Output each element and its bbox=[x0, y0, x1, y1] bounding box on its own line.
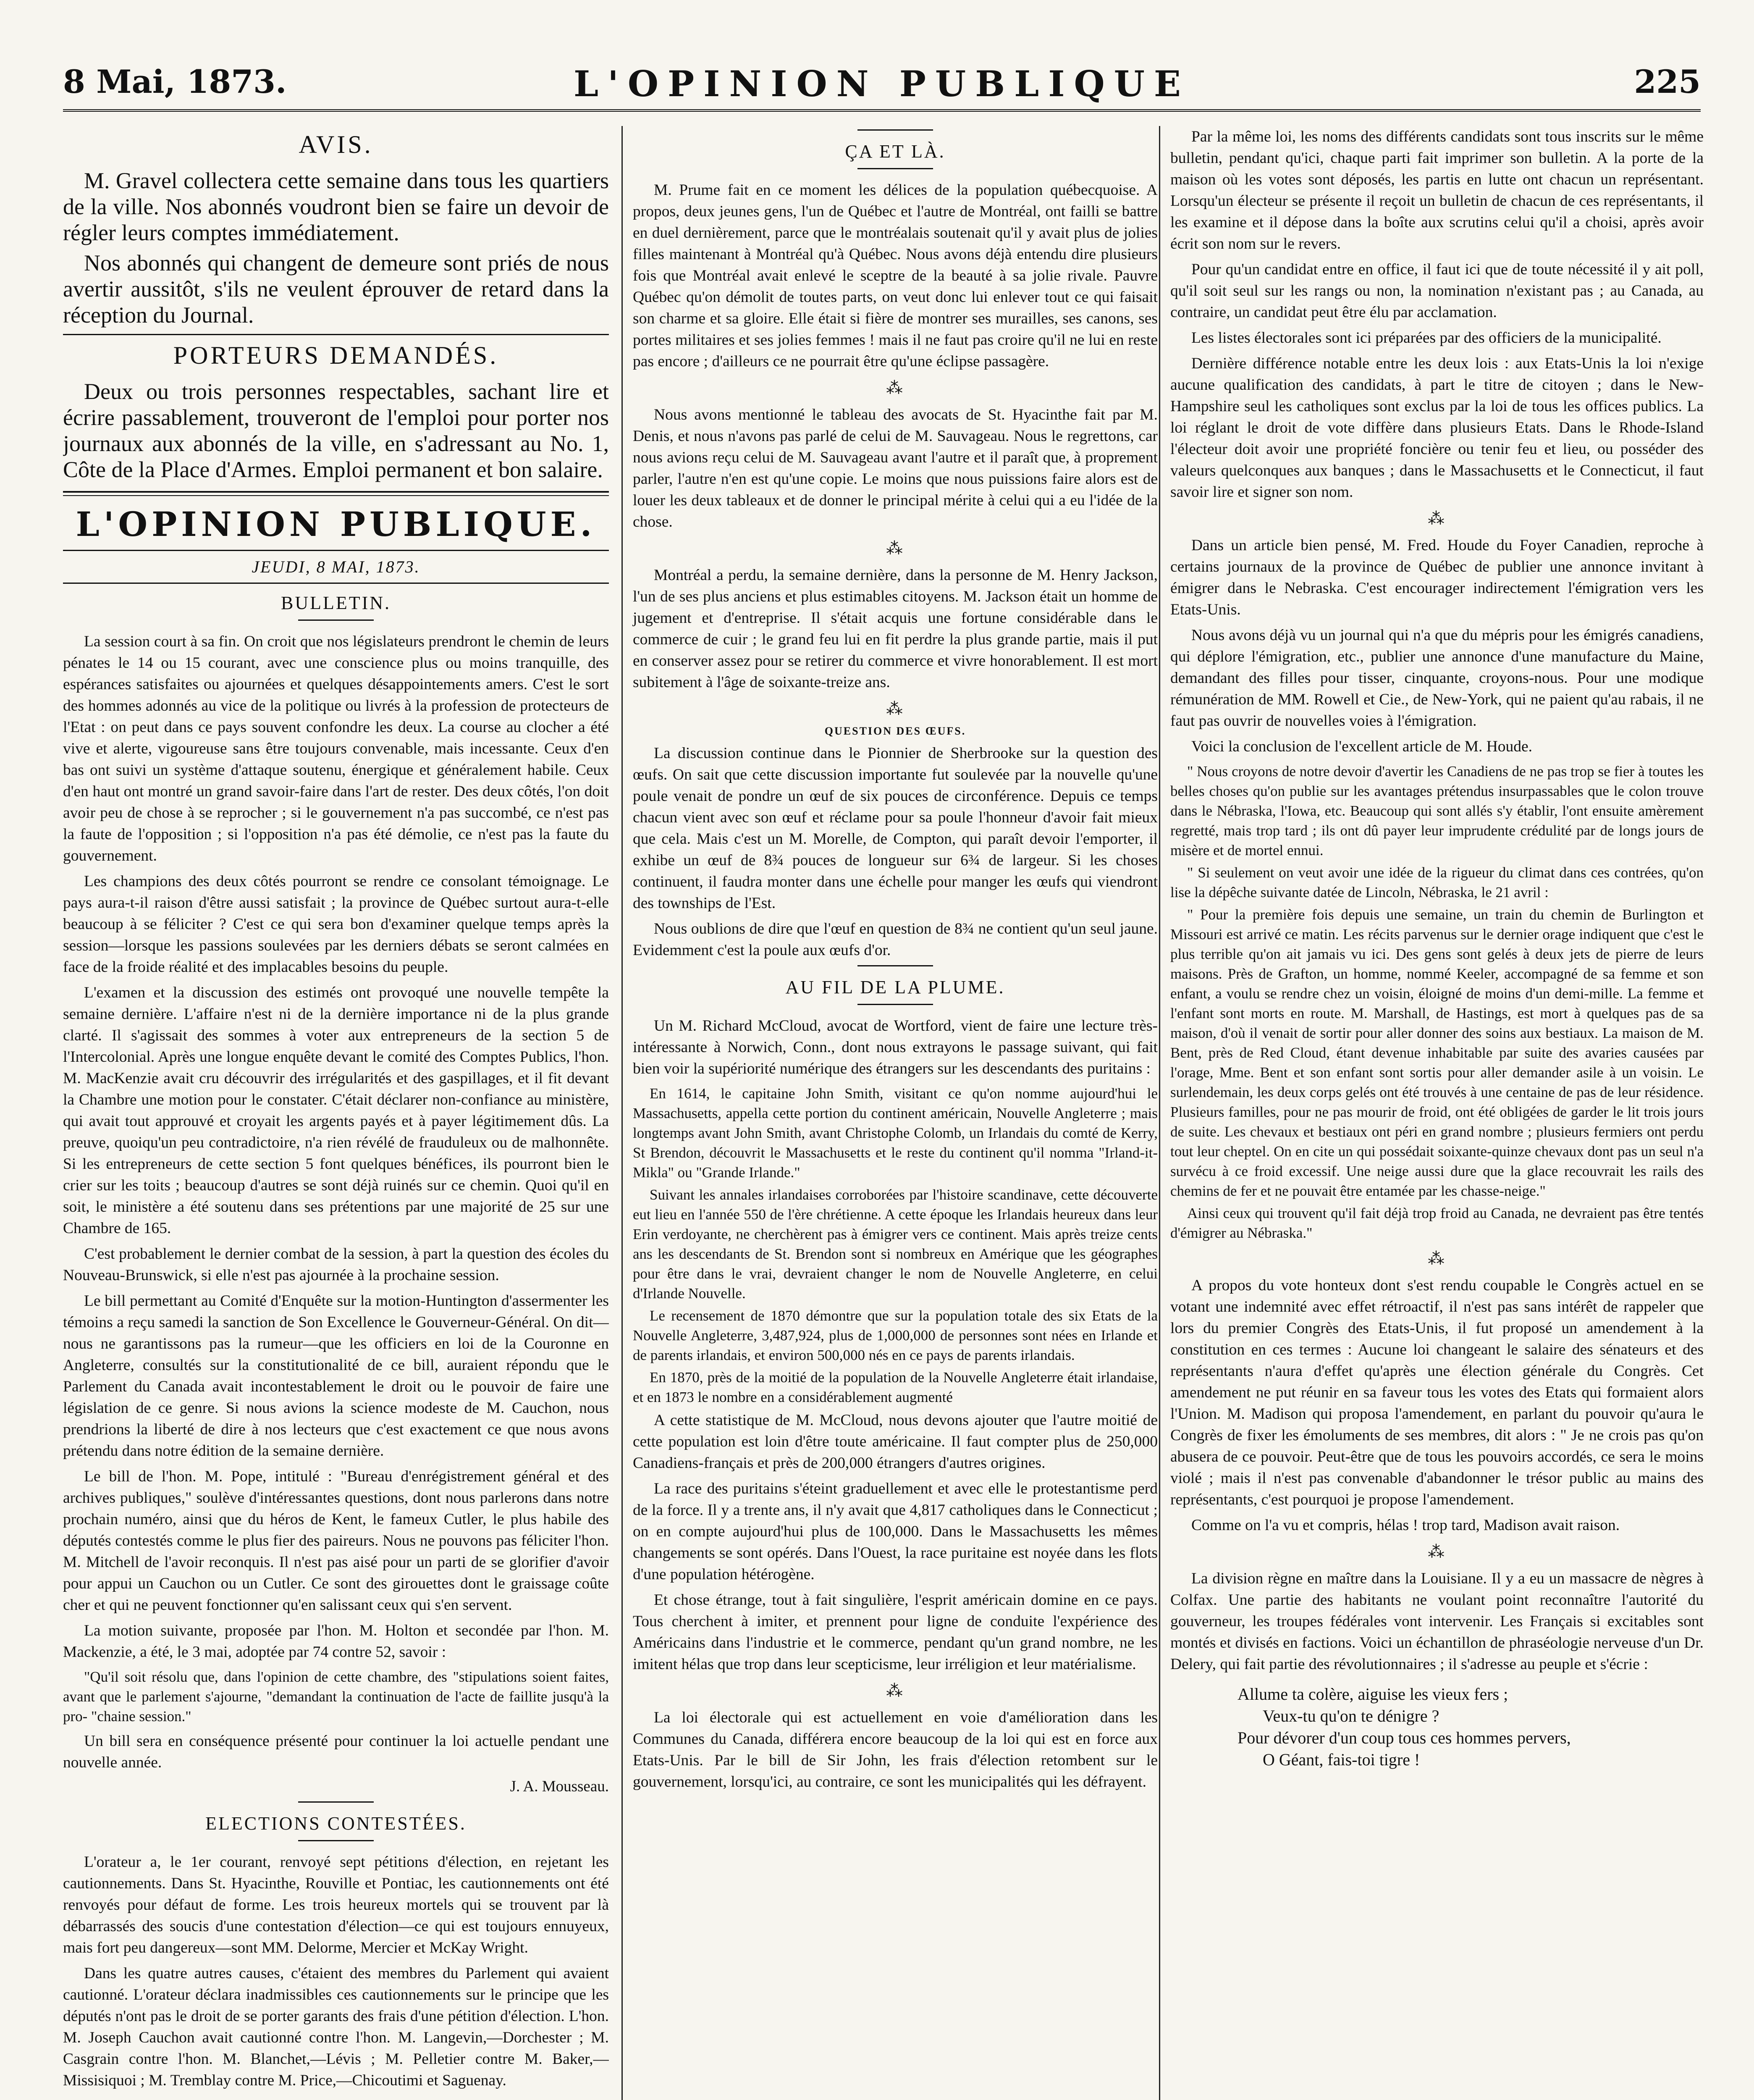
avis-title: AVIS. bbox=[299, 131, 373, 158]
bulletin-paragraph: L'examen et la discussion des estimés ont provoqué une nouvelle tempête la semaine dernière. L'affaire n'est ni de la dernière importance ni de la plus grande clarté. Il s'agissait des sommes à voter aux entrepreneurs de la section 5 de l'Intercolonial. Après une longue enquête devant le comité des Comptes Publics, l'hon. M. MacKenzie avait cru découvrir des irrégularités et des gaspillages, et il fit devant la Chambre une motion pour le constater. C'était déclarer non-confiance au ministère, qui avait tout approuvé et croyait les argents payés et à payer légitimement dûs. La preuve, quoiqu'un peu contradictoire, n'a rien révélé de frauduleux ou de malhonnête. Si les entrepreneurs de cette section 5 font quelques bénéfices, ils pourront bien le crier sur les toits ; beaucoup d'autres se sont déjà ruinés sur ce chemin. Quoi qu'il en soit, le ministère a été soutenu dans ses prétentions par une majorité de 25 sur une Chambre de 165. bbox=[63, 984, 609, 1237]
congres-paragraph: Comme on l'a vu et compris, hélas ! trop tard, Madison avait raison. bbox=[1191, 1517, 1620, 1534]
divider bbox=[63, 550, 609, 551]
fil-paragraph: La race des puritains s'éteint graduellement et avec elle le protestantisme perd de la force. Il y a trente ans, il n'y avait que 4,817 catholiques dans le Connecticut ; on en compte aujourd'hui plus de 100,000. Dans le Massachusetts les mêmes changements se sont opérés. Dans l'Ouest, la race puritaine est noyée dans les flots d'une population hétérogène. bbox=[633, 1480, 1158, 1583]
porteurs-title: PORTEURS DEMANDÉS. bbox=[173, 341, 499, 369]
quote-paragraph: En 1870, près de la moitié de la population de la Nouvelle Angleterre était irlandaise, et en 1873 le nombre en a considérablement augmenté bbox=[633, 1369, 1158, 1405]
ca-et-la-paragraph: Nous avons mentionné le tableau des avocats de St. Hyacinthe fait par M. Denis, et nous n'avons pas parlé de celui de M. Sauvageau. Nous le regrettons, car nous avions reçu celui de M. Sauvageau avant l'autre et il paraît que, à proprement parler, l'autre n'en est qu'une copie. Le moins que nous puissions faire alors est de louer les deux tableaux et de donner le principal mérite à celui qui a eu l'idée de la chose. bbox=[633, 406, 1158, 530]
fil-paragraph: La loi électorale qui est actuellement en voie d'amélioration dans les Communes du Canada, différera encore beaucoup de la loi qui est en force aux Etats-Unis. Par le bill de Sir John, les frais d'élection retombent sur le gouvernement, lorsqu'ici, au contraire, ce sont les municipalités qui les défrayent. bbox=[633, 1709, 1158, 1790]
ca-et-la-paragraph: M. Prume fait en ce moment les délices de la population québecquoise. A propos, deux jeunes gens, l'un de Québec et l'autre de Montréal, ont failli se battre en duel dernièrement, parce que le montréalais soutenait qu'il y avait plus de jolies filles maintenant à Montréal qu'à Québec. Nous avons déjà entendu dire plusieurs fois que Montréal avait enlevé le sceptre de la beauté à sa jolie rivale. Pauvre Québec qu'on démolit de toutes parts, on veut donc lui enlever tout ce qui faisait son charme et sa gloire. Elle était si fière de montrer ses murailles, ses canons, ses portes militaires et ses jolies femmes ! mais il ne faut pas croire qu'il ne lui en reste pas encore ; d'ailleurs ce ne pourrait être qu'une éclipse passagère. bbox=[633, 181, 1158, 370]
bulletin-resolution: "Qu'il soit résolu que, dans l'opinion de cette chambre, des "stipulations soient faites, avant que le parlement s'ajourne, "demandant la continuation de l'acte de faillite jusqu'à la pro- "chaine session." bbox=[63, 1669, 609, 1725]
porteurs-paragraph: Deux ou trois personnes respectables, sachant lire et écrire passablement, trouveront de l'emploi pour porter nos journaux aux abonnés de la ville, en s'adressant au No. 1, Côte de la Place d'Armes. Emploi permanent et bon salaire. bbox=[63, 379, 609, 482]
divider bbox=[298, 620, 374, 621]
issue-date: 8 Mai, 1873. bbox=[63, 63, 287, 100]
elections-title: ELECTIONS CONTESTÉES. bbox=[205, 1813, 467, 1834]
houde-paragraph: Nous avons déjà vu un journal qui n'a que du mépris pour les émigrés canadiens, qui déplore l'émigration, etc., publier une annonce d'une manufacture du Maine, demandant des filles pour tisser, cinquante, croyons-nous. Pour une modique rémunération de MM. Rowell et Cie., de New-York, qui ne paient qu'au rabais, il ne faut pas ouvrir de nouvelles voies à l'émigration. bbox=[1170, 627, 1704, 730]
page-number: 225 bbox=[1634, 63, 1701, 100]
bulletin-paragraph: La motion suivante, proposée par l'hon. M. Holton et secondée par l'hon. M. Mackenzie, a été, le 3 mai, adoptée par 74 contre 52, savoir : bbox=[63, 1622, 609, 1661]
elections-paragraph: Dans les quatre autres causes, c'étaient des membres du Parlement qui avaient cautionné. L'orateur déclara inadmissibles ces cautionnements sur le principe que les députés n'ont pas le droit de se porter garants des frais d'une pétition d'élection. L'hon. M. Joseph Cauchon avait cautionné contre l'hon. M. Langevin,—Dorchester ; M. Casgrain contre l'hon. M. Blanchet,—Lévis ; M. Pelletier contre M. Baker,—Missisiquoi ; M. Tremblay contre M. Price,—Chicoutimi et Saguenay. bbox=[63, 1965, 609, 2089]
asterism: ⁂ bbox=[886, 539, 905, 558]
fil-paragraph: Et chose étrange, tout à fait singulière, l'esprit américain domine en ce pays. Tous cherchent à imiter, et prennent pour ligne de conduite l'expérience des Américains dans l'industrie et le commerce, pendant qu'un grand nombre, ne les imitent hélas que trop dans leur scepticisme, leur irréligion et leur matérialisme. bbox=[633, 1591, 1158, 1673]
bulletin-paragraph: La session court à sa fin. On croit que nos législateurs prendront le chemin de leurs pénates le 14 ou 15 courant, avec une conscience plus ou moins tranquille, des espérances satisfaites ou ajournées et quelques désappointements amers. C'est le sort des hommes adonnés au vice de la politique ou livrés à la profession de protecteurs de l'Etat : on peut dans ce pays souvent confondre les deux. La course au clocher a été vive et alerte, vigoureuse sans être toujours convenable, mais incessante. Ceux d'en bas ont suivi un système d'attaque soutenu, énergique et généralement habile. Ceux d'en haut ont montré un grand savoir-faire dans l'art de rester. Des deux côtés, l'on doit avoir peu de chose à se reprocher ; si le gouvernement n'a pas succombé, ce n'est pas la faute de l'opposition ; si l'opposition n'a pas été démolie, ce n'est pas la faute du gouvernement. bbox=[63, 633, 609, 864]
quote-paragraph: Le recensement de 1870 démontre que sur la population totale des six Etats de la Nouvelle Angleterre, 3,487,924, plus de 1,000,000 de personnes sont nées en Irlande et de parents irlandais, et environ 500,000 nés en ce pays de parents irlandais. bbox=[633, 1307, 1158, 1363]
column-3 bbox=[1159, 126, 1704, 2100]
asterism: ⁂ bbox=[886, 699, 905, 718]
quote-paragraph: " Si seulement on veut avoir une idée de la rigueur du climat dans ces contrées, qu'on lise la dépêche suivante datée de Lincoln, Nébraska, le 21 avril : bbox=[1170, 864, 1704, 900]
bulletin-paragraph: Le bill de l'hon. M. Pope, intitulé : "Bureau d'enrégistrement général et des archives publiques," soulève d'intéressantes questions, dont nous parlerons dans notre prochain numéro, ainsi que du héros de Kent, le fameux Cutler, le plus habile des députés contestés comme le plus fier des paireurs. Nous ne pouvons pas féliciter l'hon. M. Mitchell de l'avoir reconquis. Il n'est pas aisé pour un parti de se glorifier d'avoir pour appui un Cauchon ou un Cutler. Ce sont des girouettes dont le graissage coûte cher et qui ne peuvent fonctionner qu'en salissant ceux qui s'en servent. bbox=[63, 1468, 609, 1614]
divider bbox=[63, 334, 609, 335]
fil-paragraph: Les listes électorales sont ici préparées par des officiers de la municipalité. bbox=[1191, 329, 1662, 346]
asterism: ⁂ bbox=[886, 1681, 905, 1700]
divider bbox=[298, 1840, 374, 1841]
bulletin-paragraph: C'est probablement le dernier combat de la session, à part la question des écoles du Nouveau-Brunswick, si elle n'est pas ajournée à la prochaine session. bbox=[63, 1245, 609, 1284]
fil-paragraph: Par la même loi, les noms des différents candidats sont tous inscrits sur le même bulletin, pendant qu'ici, chaque parti fait imprimer son bulletin. A la porte de la maison où les votes sont déposés, les partis en lutte ont chacun un représentant. Lorsqu'un électeur se présente il reçoit un bulletin de chacun de ces représentants, il les examine et il dépose dans la boîte aux scrutins celui qu'il a choisi, après avoir écrit son nom sur le revers. bbox=[1170, 128, 1704, 252]
poem-line: O Géant, fais-toi tigre ! bbox=[1263, 1750, 1420, 1769]
divider bbox=[298, 1801, 374, 1803]
masthead: L'OPINION PUBLIQUE. bbox=[76, 504, 596, 544]
divider bbox=[63, 491, 609, 496]
divider bbox=[63, 583, 609, 584]
quote-paragraph: Ainsi ceux qui trouvent qu'il fait déjà trop froid au Canada, ne devraient pas être tentés d'émigrer au Nébraska." bbox=[1170, 1205, 1704, 1241]
ca-et-la-paragraph: Montréal a perdu, la semaine dernière, dans la personne de M. Henry Jackson, l'un de ses plus anciens et plus estimables citoyens. M. Jackson était un homme de jugement et d'entreprise. Il s'était acquis une fortune considérable dans le commerce de cuir ; le grand feu lui en fit perdre la plus grande partie, mais il put en conserver assez pour se retirer du commerce et vivre honorablement. Il est mort subitement à l'âge de soixante-treize ans. bbox=[633, 567, 1158, 691]
ca-et-la-title: ÇA ET LÀ. bbox=[845, 141, 946, 162]
oeufs-title: QUESTION DES ŒUFS. bbox=[824, 725, 966, 737]
bulletin-paragraph: Les champions des deux côtés pourront se rendre ce consolant témoignage. Le pays aura-t-il raison d'être aussi satisfait ; la province de Québec surtout aura-t-elle beaucoup à se féliciter ? C'est ce qui sera bon d'examiner quelque temps après la session—lorsque les passions soulevées par les derniers débats se seront calmées en face de la froide réalité et des implacables besoins du peuple. bbox=[63, 873, 609, 976]
divider bbox=[857, 965, 933, 966]
dateline: JEUDI, 8 MAI, 1873. bbox=[252, 557, 420, 576]
avis-paragraph: Nos abonnés qui changent de demeure sont priés de nous avertir aussitôt, s'ils ne veulent éprouver de retard dans la réception du Journal. bbox=[63, 250, 609, 328]
quote-paragraph: En 1614, le capitaine John Smith, visitant ce qu'on nomme aujourd'hui le Massachusetts, appella cette portion du continent américain, Nouvelle Angleterre ; mais longtemps avant John Smith, avant Christophe Colomb, un Irlandais du comté de Kerry, St Brendon, découvrit le Massachusetts et le reste du continent qu'il nomma "Irland-it-Mikla" ou "Grande Irlande." bbox=[633, 1085, 1158, 1181]
louisiane-paragraph: La division règne en maître dans la Louisiane. Il y a eu un massacre de nègres à Colfax. Une partie des habitants ne voulant point reconnaître l'autorité du gouverneur, les troupes fédérales vont intervenir. Les Français si excitables sont montés et divisés en factions. Voici un échantillon de phraséologie nerveuse d'un Dr. Delery, qui fait partie des révolutionnaires ; il s'adresse au peuple et s'écrie : bbox=[1170, 1570, 1704, 1673]
bulletin-title: BULLETIN. bbox=[281, 593, 391, 613]
bulletin-signature: J. A. Mousseau. bbox=[510, 1778, 609, 1795]
divider bbox=[857, 1004, 933, 1005]
fil-paragraph: A cette statistique de M. McCloud, nous devons ajouter que l'autre moitié de cette population est loin d'être toute américaine. Il faut compter plus de 250,000 Canadiens-français et près de 200,000 étrangers d'autres origines. bbox=[633, 1412, 1158, 1472]
running-header bbox=[63, 59, 1701, 112]
fil-paragraph: Un M. Richard McCloud, avocat de Wortford, vient de faire une lecture très-intéressante à Norwich, Conn., dont nous extrayons le passage suivant, qui fait bien voir la supériorité numérique des étrangers sur les descendants des puritains : bbox=[633, 1017, 1158, 1077]
avis-paragraph: M. Gravel collectera cette semaine dans tous les quartiers de la ville. Nos abonnés voudront bien se faire un devoir de régler leurs comptes immédiatement. bbox=[63, 168, 609, 245]
journal-title: L'OPINION PUBLIQUE bbox=[574, 63, 1190, 105]
congres-paragraph: A propos du vote honteux dont s'est rendu coupable le Congrès actuel en se votant une indemnité avec effet rétroactif, il n'est pas sans intérêt de rappeler que lors du premier Congrès des Etats-Unis, il fut proposé un amendement à la constitution en ces termes : Aucune loi changeant le salaire des sénateurs et des représentants n'aura d'effet qu'après une élection générale du Congrès. Cet amendement ne put réunir en sa faveur tous les votes des Etats qui formaient alors l'Union. M. Madison qui proposa l'amendement, en parlant du pouvoir qu'aura le Congrès de fixer les émoluments de ses membres, dit alors : " Je ne crois pas qu'on abusera de ce pouvoir. Peut-être que de tous les pouvoirs accordés, ce sera le moins violé ; mais il n'est pas convenable d'abandonner le trésor public au mains des représentants, c'est pourquoi je propose l'amendement. bbox=[1170, 1277, 1704, 1508]
elections-paragraph: L'orateur a, le 1er courant, renvoyé sept pétitions d'élection, en rejetant les cautionnements. Dans St. Hyacinthe, Rouville et Pontiac, les cautionnements ont été renvoyés pour défaut de forme. Les trois heureux mortels qui se trouvent par là débarrassés des soucis d'une contestation d'élection—ce qui est toujours ennuyeux, mais fort peu dangereux—sont MM. Delorme, Mercier et McKay Wright. bbox=[63, 1853, 609, 1956]
oeufs-paragraph: La discussion continue dans le Pionnier de Sherbrooke sur la question des œufs. On sait que cette discussion importante fut soulevée par la nouvelle qu'une poule venait de pondre un œuf de six pouces de circonférence. Depuis ce temps chacun vient avec son œuf et réclame pour sa poule l'honneur d'avoir fait mieux que cela. Mais c'est un M. Morelle, de Compton, qui paraît devoir l'emporter, il exhibe un œuf de 8¾ pouces de longueur sur 6¾ de largeur. Si les choses continuent, il faudra monter dans une échelle pour manger les œufs qui viendront des townships de l'Est. bbox=[633, 745, 1158, 912]
fil-title: AU FIL DE LA PLUME. bbox=[785, 977, 1005, 998]
asterism: ⁂ bbox=[1428, 1249, 1446, 1268]
divider bbox=[857, 168, 933, 169]
houde-paragraph: Voici la conclusion de l'excellent article de M. Houde. bbox=[1191, 738, 1533, 755]
poem-line: Allume ta colère, aiguise les vieux fers ; bbox=[1238, 1685, 1508, 1704]
bulletin-paragraph: Le bill permettant au Comité d'Enquête sur la motion-Huntington d'assermenter les témoins a reçu samedi la sanction de Son Excellence le Gouverneur-Général. On dit—nous ne garantissons pas la rumeur—que les officiers en loi de la Couronne en Angleterre, consultés sur la constitutionalité de ce bill, auraient répondu que le Parlement du Canada avait incontestablement le droit ou le pouvoir de faire une législation de ce genre. Si nous avions la science modeste de M. Cauchon, nous prendrions la liberté de dire à nos lecteurs que c'est exactement ce que nous avons prétendu dans notre édition de la semaine dernière. bbox=[63, 1292, 609, 1460]
asterism: ⁂ bbox=[1428, 1542, 1446, 1561]
poem-line: Pour dévorer d'un coup tous ces hommes pervers, bbox=[1238, 1728, 1571, 1747]
asterism: ⁂ bbox=[886, 378, 905, 397]
mccloud-quote bbox=[633, 1084, 1158, 1407]
houde-paragraph: Dans un article bien pensé, M. Fred. Houde du Foyer Canadien, reproche à certains journaux de la province de Québec de publier une annonce invitant à émigrer dans le Nebraska. C'est encourager indirectement l'émigration vers les Etats-Unis. bbox=[1170, 537, 1704, 618]
quote-paragraph: Suivant les annales irlandaises corroborées par l'histoire scandinave, cette découverte eut lieu en l'année 550 de l'ère chrétienne. A cette époque les Irlandais heureux dans leur Erin verdoyante, ne cherchèrent pas à émigrer vers ce continent. Mais après treize cents ans les descendants de St. Brendon sont si nombreux en Amérique que les géographes pour être dans le vrai, devraient changer le nom de Nouvelle Angleterre, en celui d'Irlande Nouvelle. bbox=[633, 1186, 1158, 1302]
bulletin-paragraph: Un bill sera en conséquence présenté pour continuer la loi actuelle pendant une nouvelle année. bbox=[63, 1732, 609, 1771]
poem-line: Veux-tu qu'on te dénigre ? bbox=[1263, 1706, 1439, 1725]
quote-paragraph: " Nous croyons de notre devoir d'avertir les Canadiens de ne pas trop se fier à toutes les belles choses qu'on publie sur les avantages prétendus insurpassables que le colon trouve dans le Nébraska, l'Iowa, etc. Beaucoup qui sont allés s'y établir, l'ont ensuite amèrement regretté, mais trop tard ; ils ont dû payer leur imprudente crédulité par de longs jours de misère et de mortel ennui. bbox=[1170, 763, 1704, 858]
poem bbox=[1238, 1683, 1704, 1771]
houde-quote bbox=[1170, 761, 1704, 1243]
fil-paragraph: Dernière différence notable entre les deux lois : aux Etats-Unis la loi n'exige aucune qualification des candidats, à part le titre de citoyen ; dans le New-Hampshire seul les catholiques sont exclus par la loi de tous les offices publics. La loi réglant le droit de vote diffère dans plusieurs Etats. Dans le Rhode-Island l'électeur doit avoir une propriété foncière ou tenir feu et lieu, ou posséder des valeurs quelconques aux banques ; dans le Massachusetts et le Connecticut, il faut savoir lire et signer son nom. bbox=[1170, 355, 1704, 501]
quote-paragraph: " Pour la première fois depuis une semaine, un train du chemin de Burlington et Missouri est arrivé ce matin. Les récits parvenus sur le dernier orage indiquent que c'est le plus terrible qu'on ait jamais vu ici. Des gens sont gelés à deux jets de pierre de leurs maisons. Près de Grafton, un homme, nommé Keeler, accompagné de sa femme et son enfant, a voulu se rendre chez un voisin, éloigné de moins d'un demi-mille. La femme et l'enfant sont morts en route. M. Marshall, de Hastings, est mort à quelques pas de sa maison, d'où il venait de sortir pour aller donner des soins aux bestiaux. La maison de M. Bent, près de Red Cloud, étant devenue inhabitable par suite des avaries causées par l'orage, Mme. Bent et son enfant sont sortis pour aller demander asile à un voisin. Le surlendemain, les deux corps gelés ont été trouvés à une centaine de pas de leur résidence. Plusieurs familles, pour ne pas mourir de froid, ont été obligées de garder le lit trois jours de suite. Les chevaux et bestiaux ont péri en grand nombre ; plusieurs fermiers ont perdu tout leur cheptel. On en cite un qui possédait soixante-quinze chevaux dont pas un seul n'a survécu à ce froid excessif. Une neige aussi dure que la glace recouvrait les rails des chemins de fer et ne pouvait être entamée par les chasse-neige." bbox=[1170, 906, 1704, 1199]
oeufs-paragraph: Nous oublions de dire que l'œuf en question de 8¾ ne contient qu'un seul jaune. Evidemment c'est la poule aux œufs d'or. bbox=[633, 920, 1158, 959]
divider bbox=[857, 129, 933, 131]
column-2 bbox=[621, 126, 1158, 2100]
column-1 bbox=[63, 126, 609, 2100]
fil-paragraph: Pour qu'un candidat entre en office, il faut ici que de toute nécessité il y ait poll, qu'il soit seul sur les rangs ou non, la nomination n'existant pas ; au Canada, au contraire, un candidat peut être élu par acclamation. bbox=[1170, 261, 1704, 321]
asterism: ⁂ bbox=[1428, 509, 1446, 528]
